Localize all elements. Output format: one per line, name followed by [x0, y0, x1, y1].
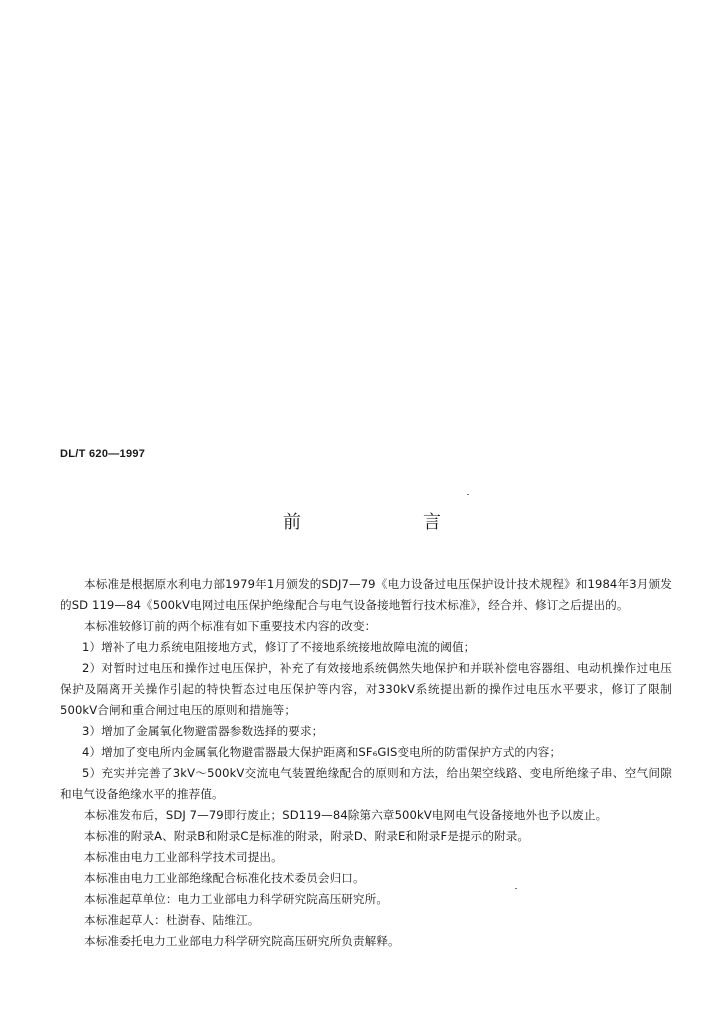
paragraph-drafters: 本标准起草人：杜澍春、陆维江。: [84, 913, 260, 927]
change-item-1: 1）增补了电力系统电阻接地方式，修订了不接地系统接地故障电流的阈值；: [82, 640, 476, 654]
paragraph-drafting-unit: 本标准起草单位：电力工业部电力科学研究院高压研究所。: [84, 892, 389, 906]
scan-speck: [467, 494, 469, 495]
paragraph-annexes: 本标准的附录A、附录B和附录C是标准的附录，附录D、附录E和附录F是提示的附录。: [84, 829, 530, 843]
change-item-2: 2）对暂时过电压和操作过电压保护，补充了有效接地系统偶然失地保护和并联补偿电容器组、电动机操作过电压保护及隔离开关操作引起的特快暂态过电压保护等内容，对330kV系统提出新的操作过电压水平要求，修订了限制500kV合闸和重合闸过电压的原则和措施等；: [60, 661, 672, 717]
paragraph-supersedes: 本标准发布后，SDJ 7—79即行废止；SD119—84除第六章500kV电网电气设备接地外也予以废止。: [84, 808, 608, 822]
paragraph-changes-intro: 本标准较修订前的两个标准有如下重要技术内容的改变：: [84, 619, 377, 633]
change-item-5: 5）充实并完善了3kV～500kV交流电气装置绝缘配合的原则和方法，给出架空线路、变电所绝缘子串、空气间隙和电气设备绝缘水平的推荐值。: [60, 766, 672, 801]
scan-speck: [515, 888, 517, 889]
document-code: DL/T 620—1997: [60, 448, 146, 460]
paragraph-proposer: 本标准由电力工业部科学技术司提出。: [84, 850, 283, 864]
section-title: 前 言: [283, 512, 493, 533]
change-item-4: 4）增加了变电所内金属氧化物避雷器最大保护距离和SF₆GIS变电所的防雷保护方式的内容；: [82, 745, 562, 759]
paragraph-interpretation: 本标准委托电力工业部电力科学研究院高压研究所负责解释。: [84, 934, 400, 948]
change-item-3: 3）增加了金属氧化物避雷器参数选择的要求；: [82, 724, 324, 738]
paragraph-origin: 本标准是根据原水利电力部1979年1月颁发的SDJ7—79《电力设备过电压保护设计技术规程》和1984年3月颁发的SD 119—84《500kV电网过电压保护绝缘配合与电气设备接地暂行技术标准》，经合并、修订之后提出的。: [60, 577, 672, 612]
foreword-body: [60, 574, 672, 952]
paragraph-committee: 本标准由电力工业部绝缘配合标准化技术委员会归口。: [84, 871, 365, 885]
